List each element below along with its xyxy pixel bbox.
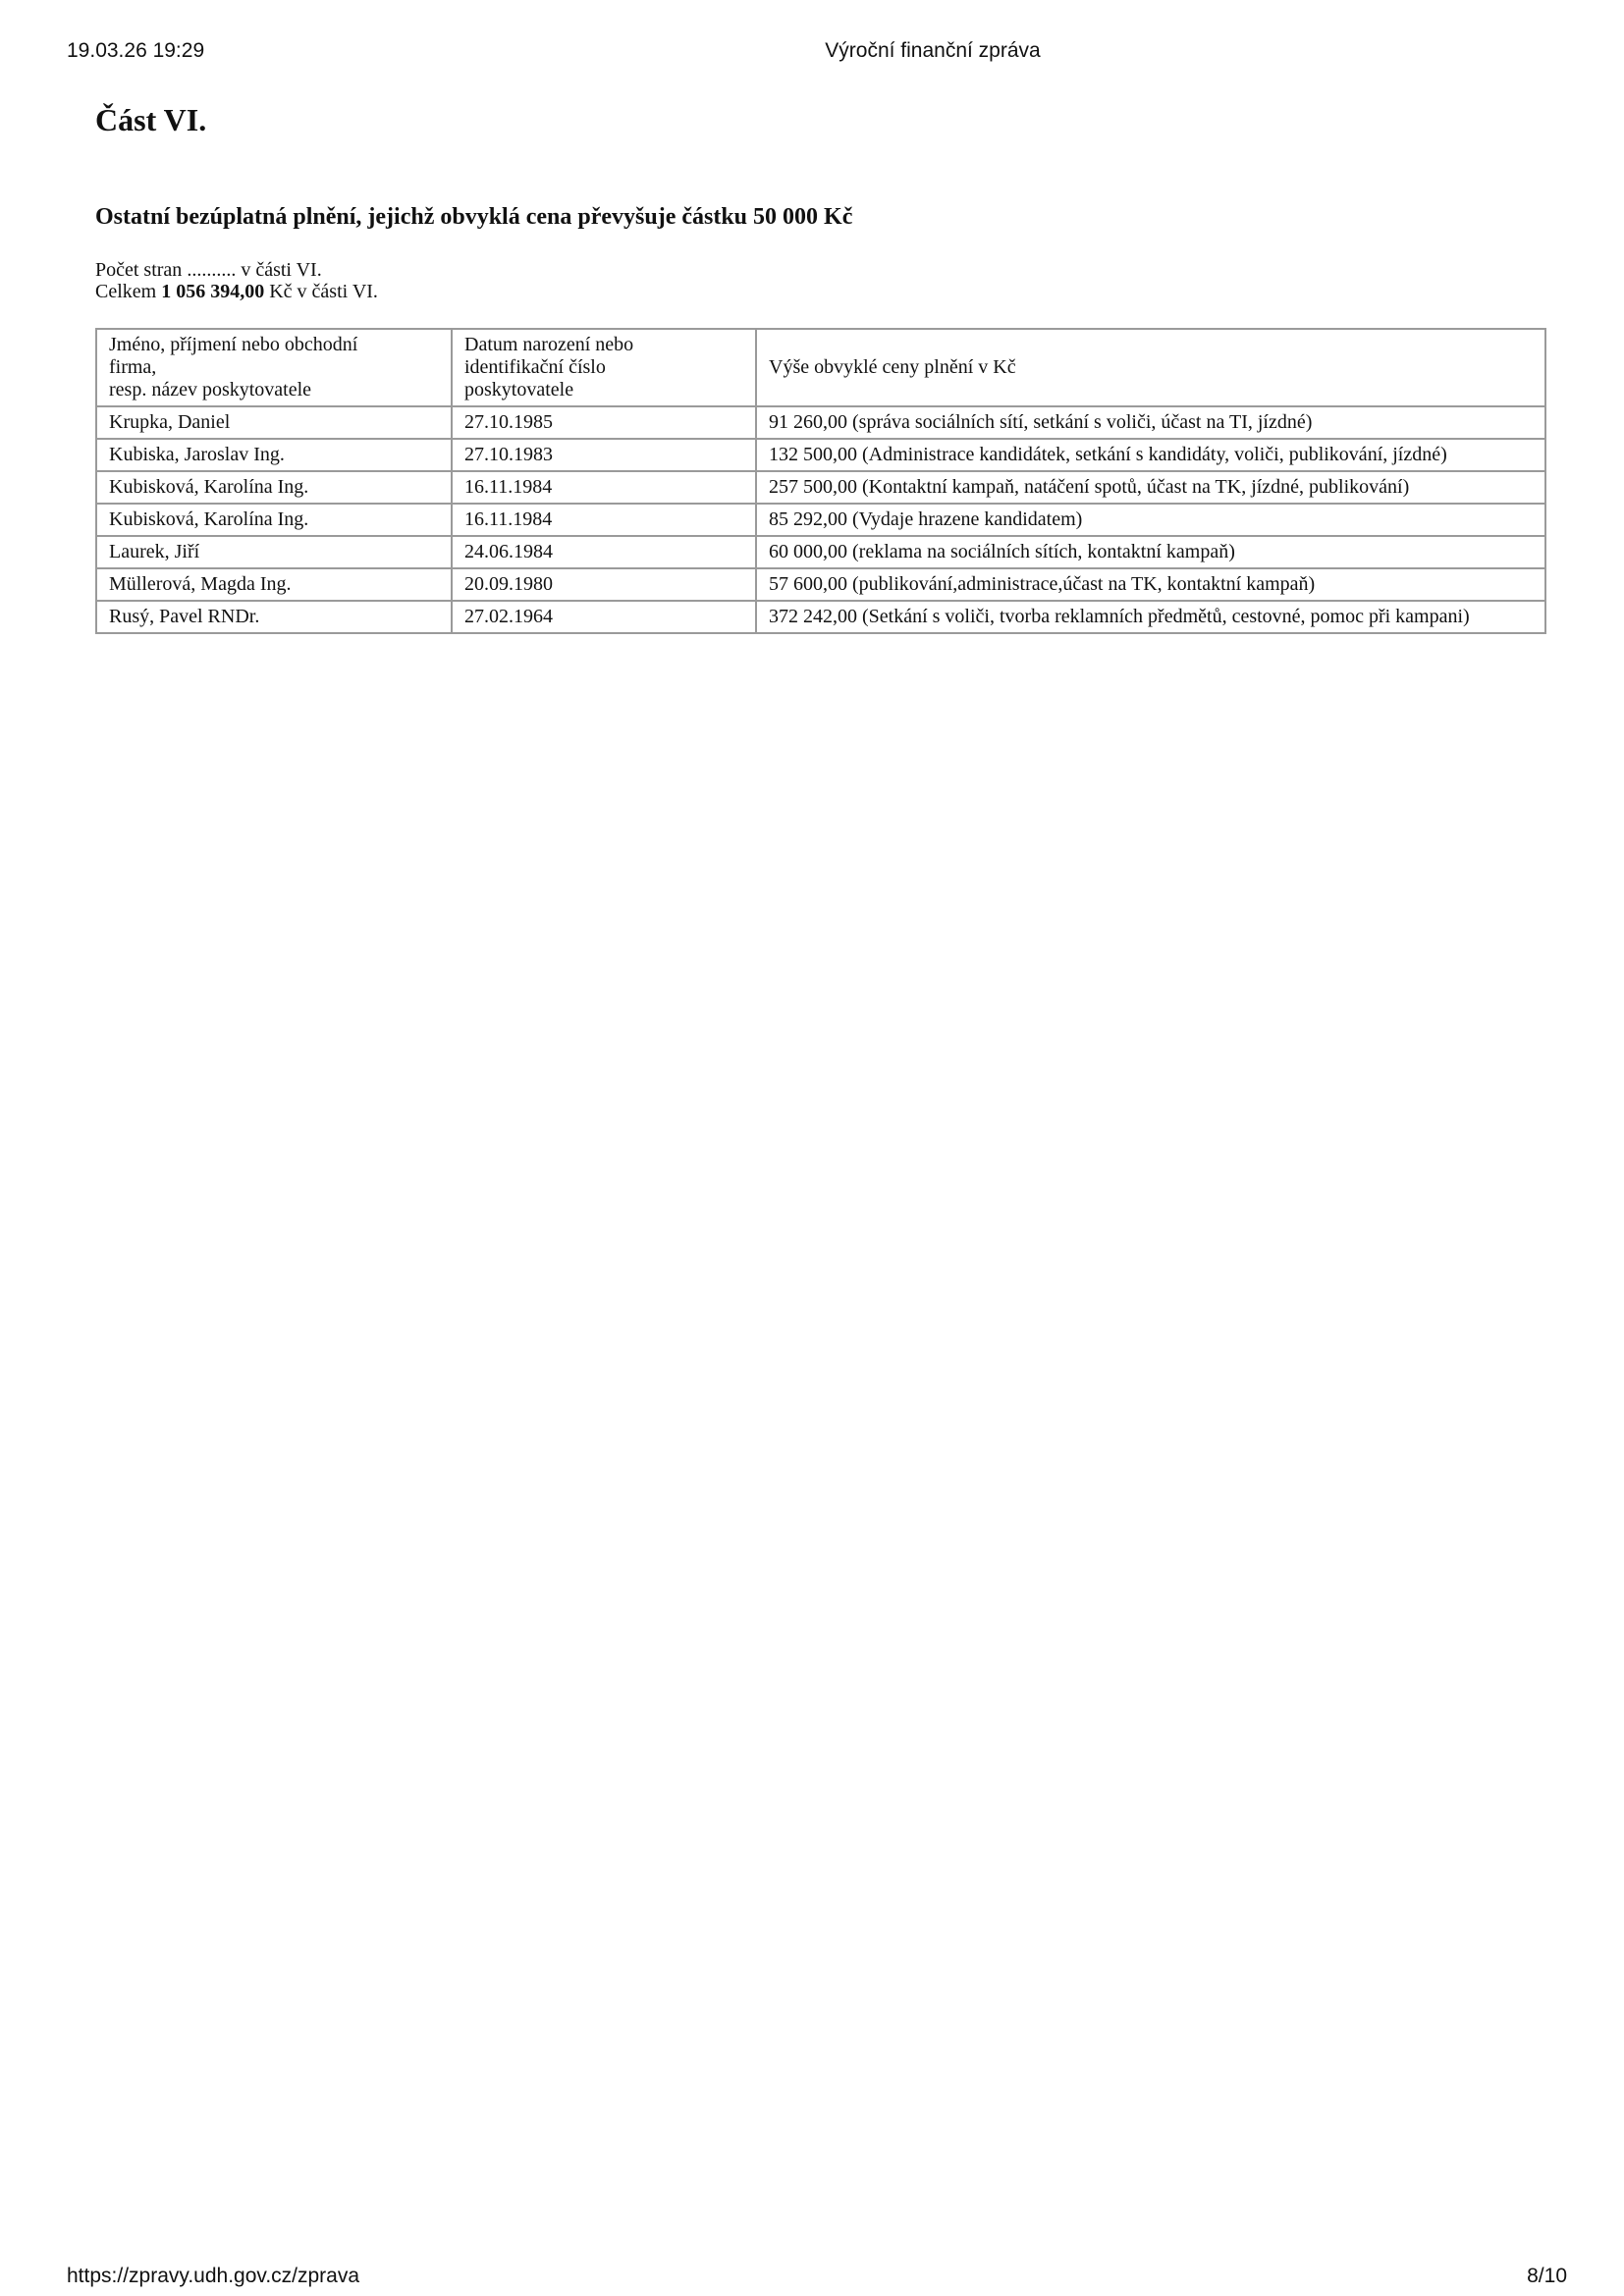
total-suffix: Kč v části VI. xyxy=(269,281,378,302)
summary xyxy=(95,259,378,302)
total-amount: 1 056 394,00 xyxy=(161,281,265,302)
page-count-suffix: v části VI. xyxy=(241,259,322,281)
cell-name: Müllerová, Magda Ing. xyxy=(96,568,452,601)
page-count-label: Počet stran xyxy=(95,259,183,281)
cell-name: Rusý, Pavel RNDr. xyxy=(96,601,452,633)
page-count-line xyxy=(95,259,378,281)
header-birth: Datum narození nebo identifikační číslo poskytovatele xyxy=(452,329,756,406)
table-row xyxy=(96,568,1545,601)
table-row xyxy=(96,439,1545,471)
cell-value: 372 242,00 (Setkání s voliči, tvorba reklamních předmětů, cestovné, pomoc při kampani) xyxy=(756,601,1545,633)
section-title: Ostatní bezúplatná plnění, jejichž obvyklá cena převyšuje částku 50 000 Kč xyxy=(95,204,853,230)
cell-name: Laurek, Jiří xyxy=(96,536,452,568)
cell-birth: 16.11.1984 xyxy=(452,504,756,536)
cell-value: 257 500,00 (Kontaktní kampaň, natáčení spotů, účast na TK, jízdné, publikování) xyxy=(756,471,1545,504)
cell-value: 132 500,00 (Administrace kandidátek, setkání s kandidáty, voliči, publikování, jízdné) xyxy=(756,439,1545,471)
page-count-value: .......... xyxy=(187,259,237,281)
cell-birth: 27.02.1964 xyxy=(452,601,756,633)
cell-name: Krupka, Daniel xyxy=(96,406,452,439)
cell-value: 57 600,00 (publikování,administrace,účast na TK, kontaktní kampaň) xyxy=(756,568,1545,601)
cell-name: Kubiska, Jaroslav Ing. xyxy=(96,439,452,471)
cell-value: 85 292,00 (Vydaje hrazene kandidatem) xyxy=(756,504,1545,536)
table-row xyxy=(96,601,1545,633)
table-row xyxy=(96,504,1545,536)
table-row xyxy=(96,536,1545,568)
cell-birth: 24.06.1984 xyxy=(452,536,756,568)
total-label: Celkem xyxy=(95,281,157,302)
total-line xyxy=(95,281,378,302)
cell-birth: 16.11.1984 xyxy=(452,471,756,504)
table-row xyxy=(96,471,1545,504)
header-name: Jméno, příjmení nebo obchodní firma, resp. název poskytovatele xyxy=(96,329,452,406)
cell-name: Kubisková, Karolína Ing. xyxy=(96,471,452,504)
report-content xyxy=(95,102,1546,627)
donations-table xyxy=(95,328,1546,634)
cell-birth: 27.10.1983 xyxy=(452,439,756,471)
part-title: Část VI. xyxy=(95,102,207,137)
cell-birth: 20.09.1980 xyxy=(452,568,756,601)
print-url: https://zpravy.udh.gov.cz/zprava xyxy=(67,2265,360,2287)
table-header-row xyxy=(96,329,1545,406)
cell-value: 60 000,00 (reklama na sociálních sítích, kontaktní kampaň) xyxy=(756,536,1545,568)
cell-birth: 27.10.1985 xyxy=(452,406,756,439)
cell-name: Kubisková, Karolína Ing. xyxy=(96,504,452,536)
print-title: Výroční finanční zpráva xyxy=(825,39,1041,62)
header-value: Výše obvyklé ceny plnění v Kč xyxy=(756,329,1545,406)
page-number: 8/10 xyxy=(1527,2265,1567,2287)
cell-value: 91 260,00 (správa sociálních sítí, setkání s voliči, účast na TI, jízdné) xyxy=(756,406,1545,439)
table-row xyxy=(96,406,1545,439)
print-datetime: 19.03.26 19:29 xyxy=(67,39,205,62)
